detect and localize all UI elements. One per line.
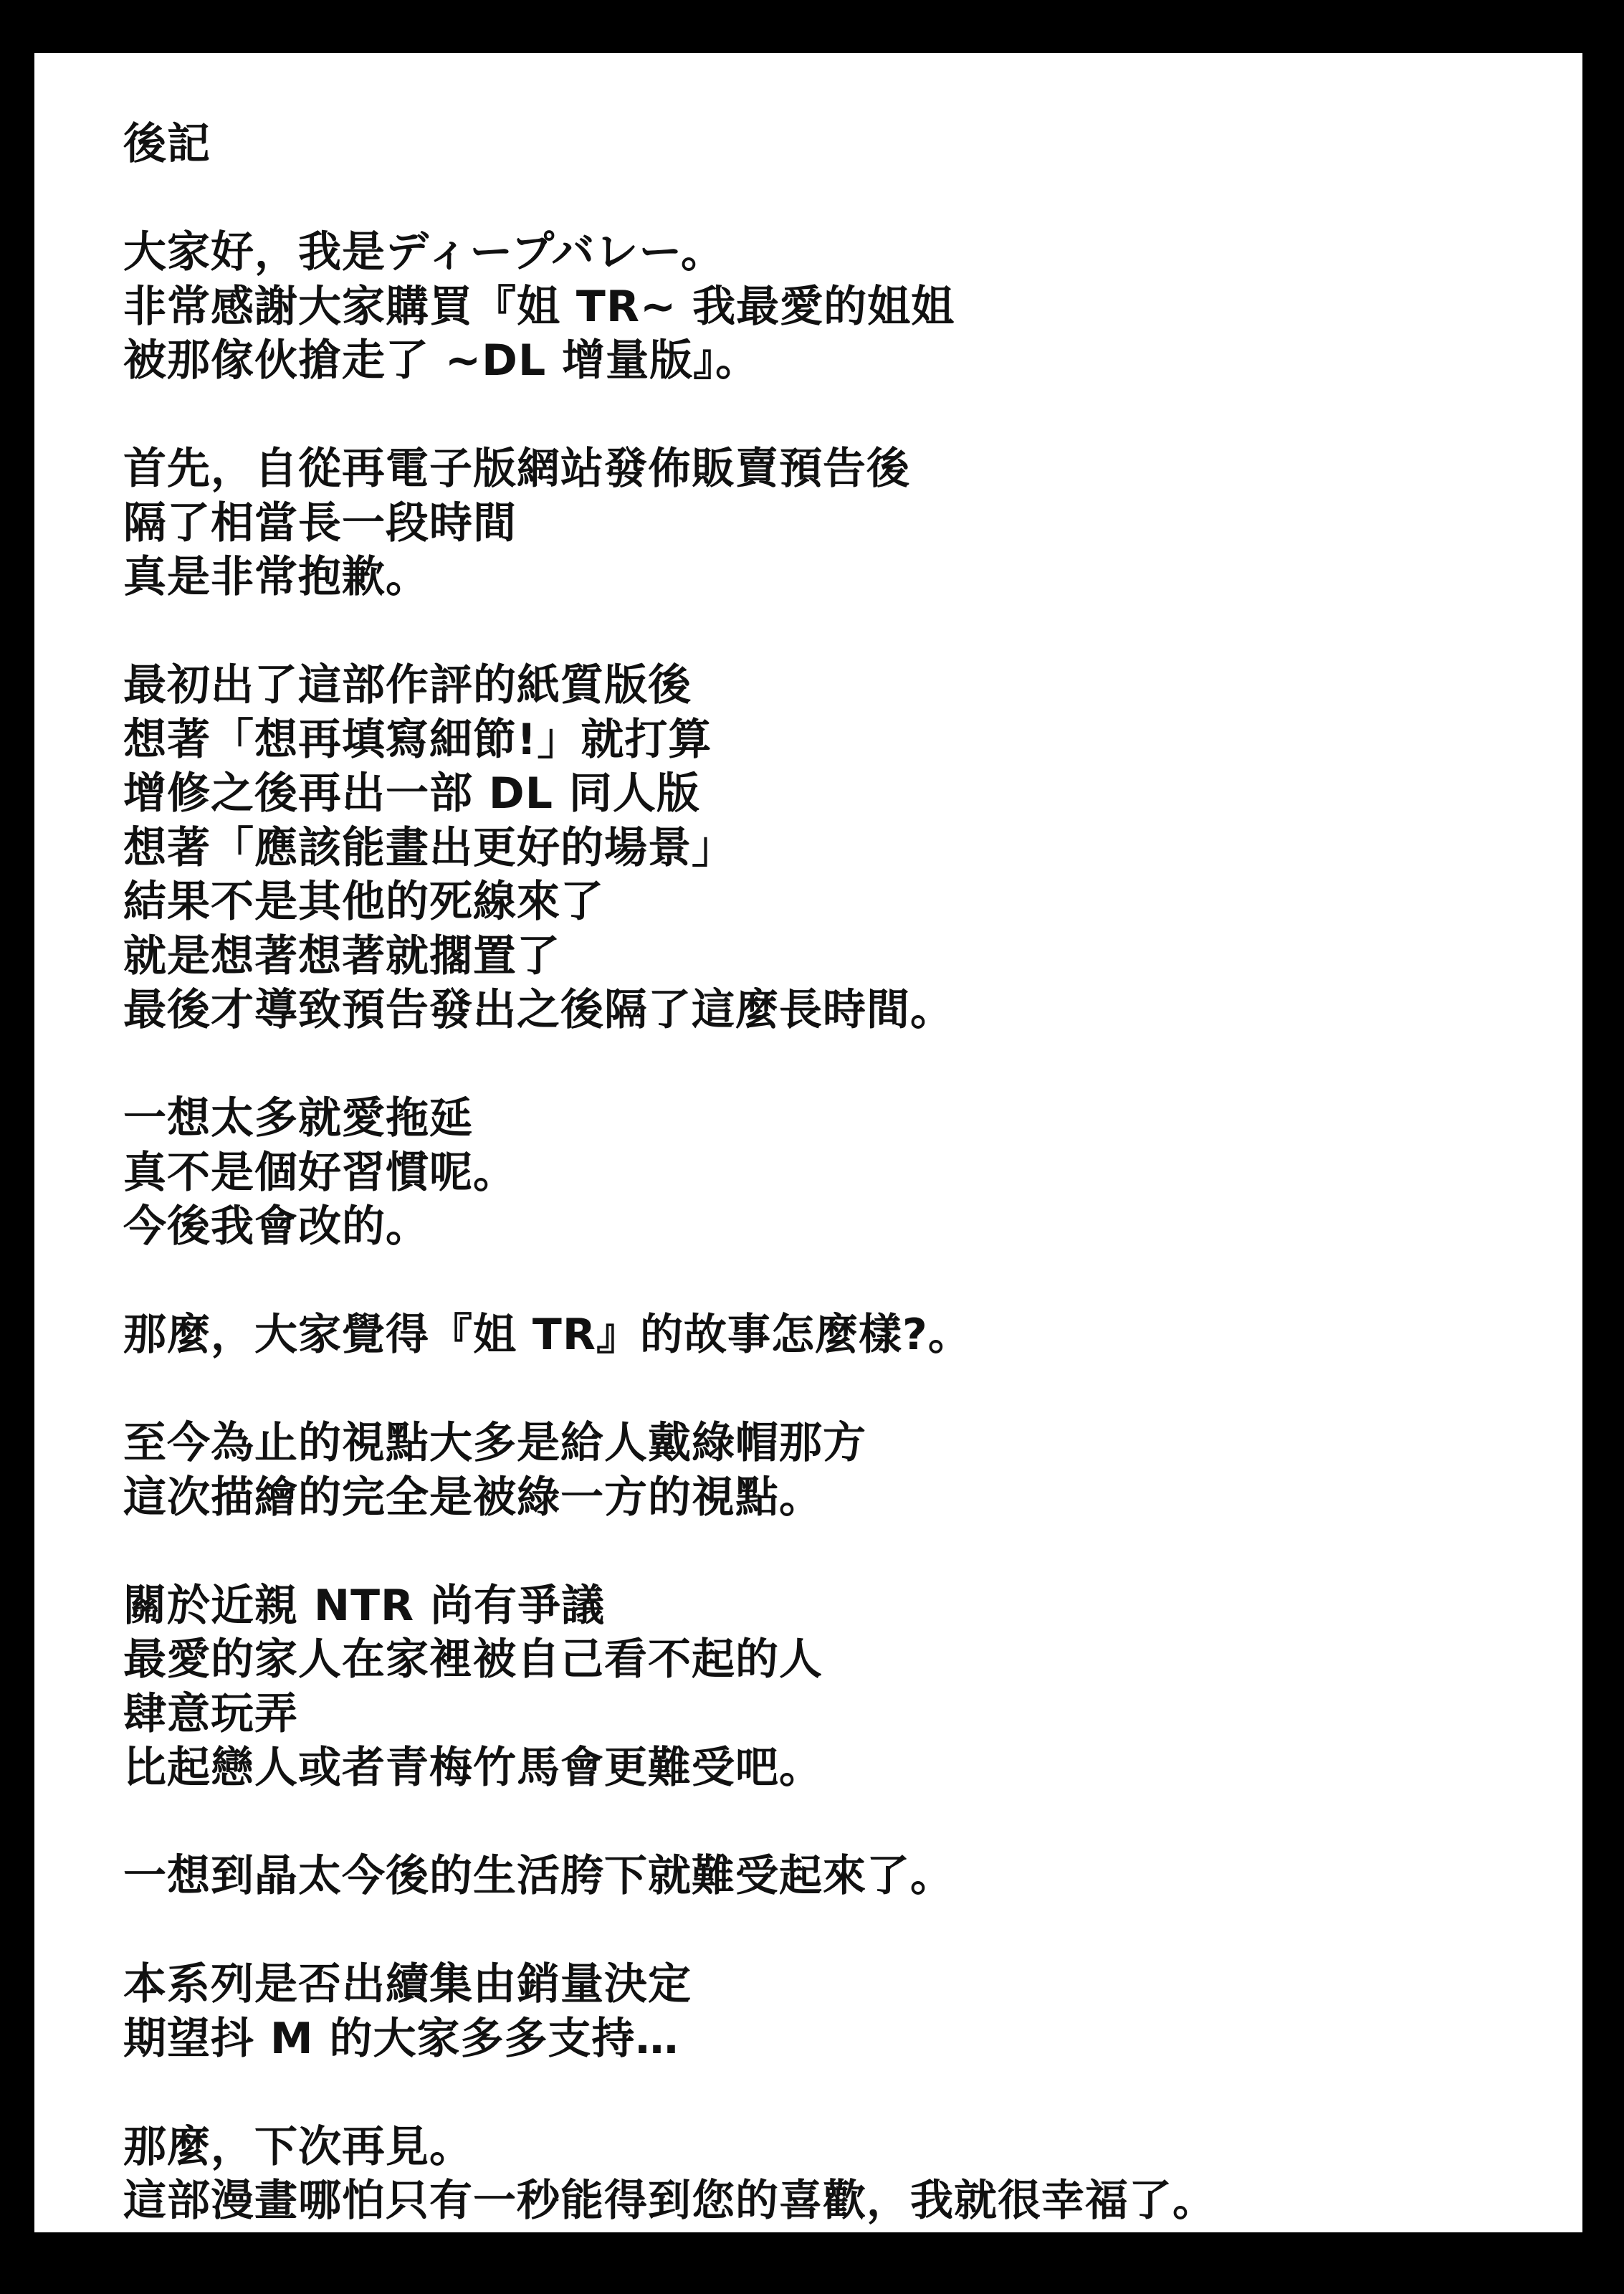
text-line: 肆意玩弄 <box>123 1688 298 1739</box>
text-line: 結果不是其他的死線來了 <box>123 877 604 927</box>
text-line: 非常感謝大家購買『姐 TR~ 我最愛的姐姐 <box>123 281 955 332</box>
text-line: 那麼，大家覺得『姐 TR』的故事怎麼樣?。 <box>123 1310 972 1360</box>
paragraph-sequel <box>123 1958 1549 2066</box>
text-line: 一想到晶太今後的生活胯下就難受起來了。 <box>123 1851 954 1901</box>
text-line: 這部漫畫哪怕只有一秒能得到您的喜歡，我就很幸福了。 <box>123 2176 1216 2226</box>
text-line: 最初出了這部作評的紙質版後 <box>123 660 692 710</box>
text-line: 大家好，我是ディープバレー。 <box>123 227 725 277</box>
text-line: 隔了相當長一段時間 <box>123 498 517 548</box>
text-line: 一想太多就愛拖延 <box>123 1093 473 1143</box>
text-line: 今後我會改的。 <box>123 1201 429 1252</box>
text-line: 最愛的家人在家裡被自己看不起的人 <box>123 1634 823 1685</box>
paragraph-farewell <box>123 2121 1549 2229</box>
title-line: 後記 <box>123 119 211 169</box>
text-line: 首先，自從再電子版網站發佈販賣預告後 <box>123 444 910 494</box>
afterword-page <box>34 53 1582 2232</box>
text-line: 想著「想再填寫細節!」就打算 <box>123 714 712 765</box>
afterword-text <box>123 118 1549 2283</box>
paragraph-greeting <box>123 226 1549 389</box>
text-line: 至今為止的視點大多是給人戴綠帽那方 <box>123 1418 866 1468</box>
paragraph-future <box>123 1850 1549 1904</box>
text-line: 這次描繪的完全是被綠一方的視點。 <box>123 1472 823 1523</box>
text-line: 那麼，下次再見。 <box>123 2121 473 2172</box>
paragraph-viewpoint <box>123 1417 1549 1525</box>
text-line: 增修之後再出一部 DL 同人版 <box>123 768 700 819</box>
paragraph-apology <box>123 442 1549 605</box>
paragraph-question <box>123 1308 1549 1363</box>
text-line: 想著「應該能畫出更好的場景」 <box>123 822 735 873</box>
text-line: 期望抖 M 的大家多多支持… <box>123 2013 679 2064</box>
text-line: 比起戀人或者青梅竹馬會更難受吧。 <box>123 1743 823 1793</box>
text-line: 就是想著想著就擱置了 <box>123 931 560 981</box>
text-line: 真是非常抱歉。 <box>123 552 429 602</box>
text-line: 真不是個好習慣呢。 <box>123 1147 517 1198</box>
text-line: 最後才導致預告發出之後隔了這麼長時間。 <box>123 985 954 1035</box>
paragraph-ntr <box>123 1579 1549 1796</box>
text-line: 關於近親 NTR 尚有爭議 <box>123 1580 606 1631</box>
text-line: 本系列是否出續集由銷量決定 <box>123 1959 692 2009</box>
paragraph-habit <box>123 1092 1549 1255</box>
afterword-title <box>123 118 1549 172</box>
paragraph-history <box>123 659 1549 1038</box>
text-line: 被那傢伙搶走了 ~DL 增量版』。 <box>123 335 760 386</box>
